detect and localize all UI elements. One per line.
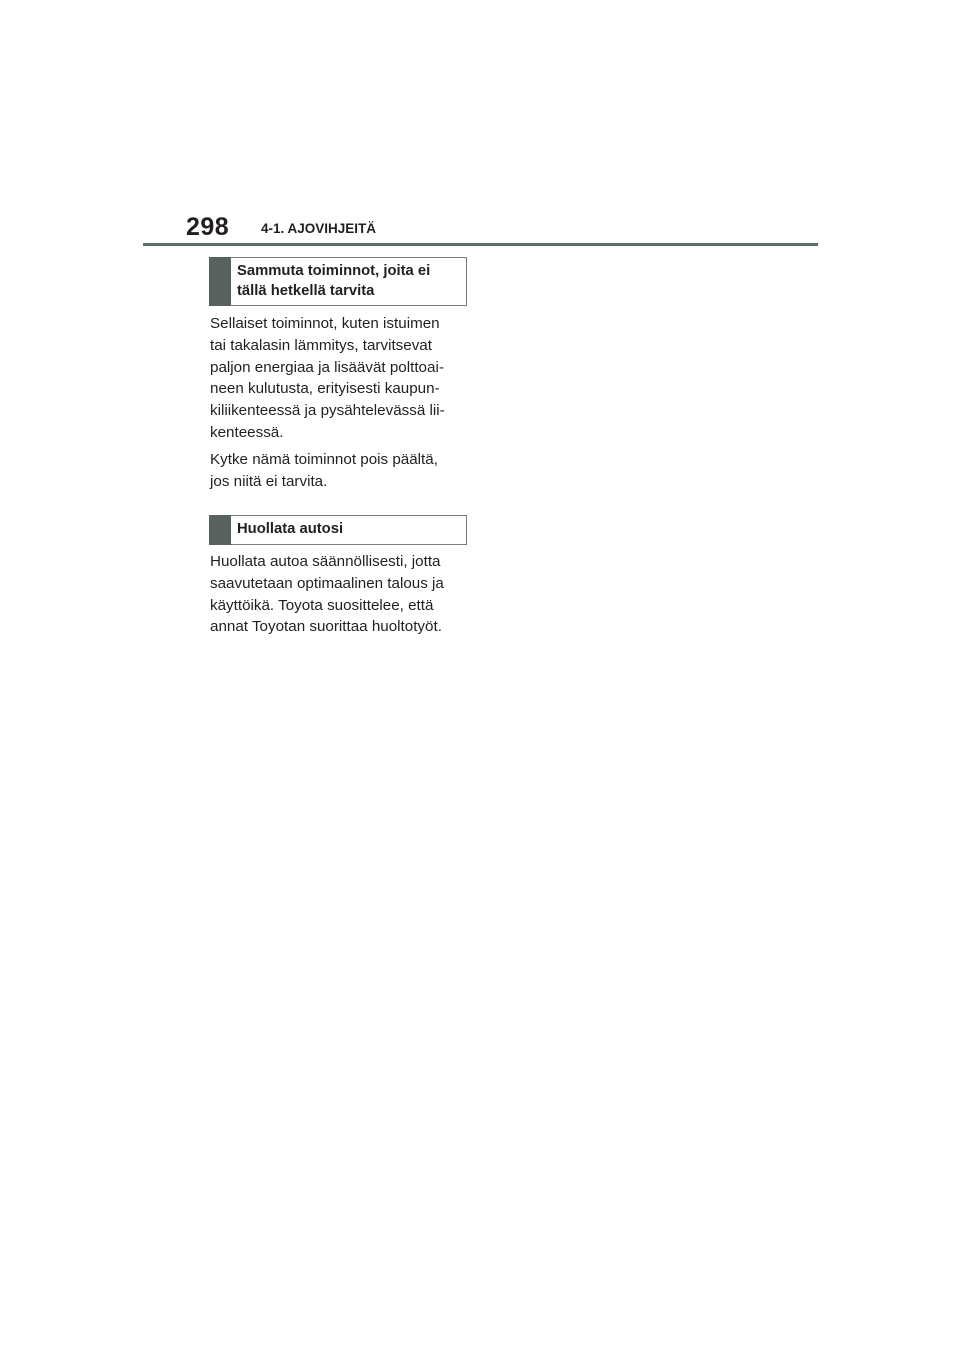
text-line: paljon energiaa ja lisäävät polttoai-: [210, 358, 444, 376]
text-line: kenteessä.: [210, 423, 284, 441]
heading-line: Huollata autosi: [237, 521, 344, 537]
text-line: neen kulutusta, erityisesti kaupun-: [210, 380, 440, 398]
heading-accent-bar: [209, 515, 231, 545]
text-line: Huollata autoa säännöllisesti, jotta: [210, 553, 441, 570]
heading-line: tällä hetkellä tarvita: [237, 283, 375, 299]
heading-accent-bar: [209, 257, 231, 306]
header-divider: [143, 243, 818, 246]
heading-maintain-car: [237, 516, 466, 544]
text-line: kiliikenteessä ja pysähtelevässä lii-: [210, 402, 445, 420]
text-line: annat Toyotan suorittaa huoltotyöt.: [210, 618, 442, 636]
text-line: tai takalasin lämmitys, tarvitsevat: [210, 336, 432, 354]
text-line: käyttöikä. Toyota suosittelee, että: [210, 596, 434, 614]
heading-box-turn-off-functions: [209, 257, 467, 306]
text-line: Kytke nämä toiminnot pois päältä,: [210, 451, 438, 468]
heading-turn-off-functions: [237, 258, 466, 306]
paragraph-maintenance: [210, 551, 472, 638]
section-title: 4-1. AJOVIHJEITÄ: [261, 221, 377, 236]
text-line: Sellaiset toiminnot, kuten istuimen: [210, 315, 440, 332]
text-line: jos niitä ei tarvita.: [210, 472, 328, 490]
heading-box-maintain-car: [209, 515, 467, 545]
paragraph-switch-off: [210, 449, 472, 493]
heading-line: Sammuta toiminnot, joita ei: [237, 263, 431, 279]
text-line: saavutetaan optimaalinen talous ja: [210, 574, 444, 592]
paragraph-energy-consumption: [210, 313, 472, 444]
page-number: 298: [186, 213, 230, 241]
